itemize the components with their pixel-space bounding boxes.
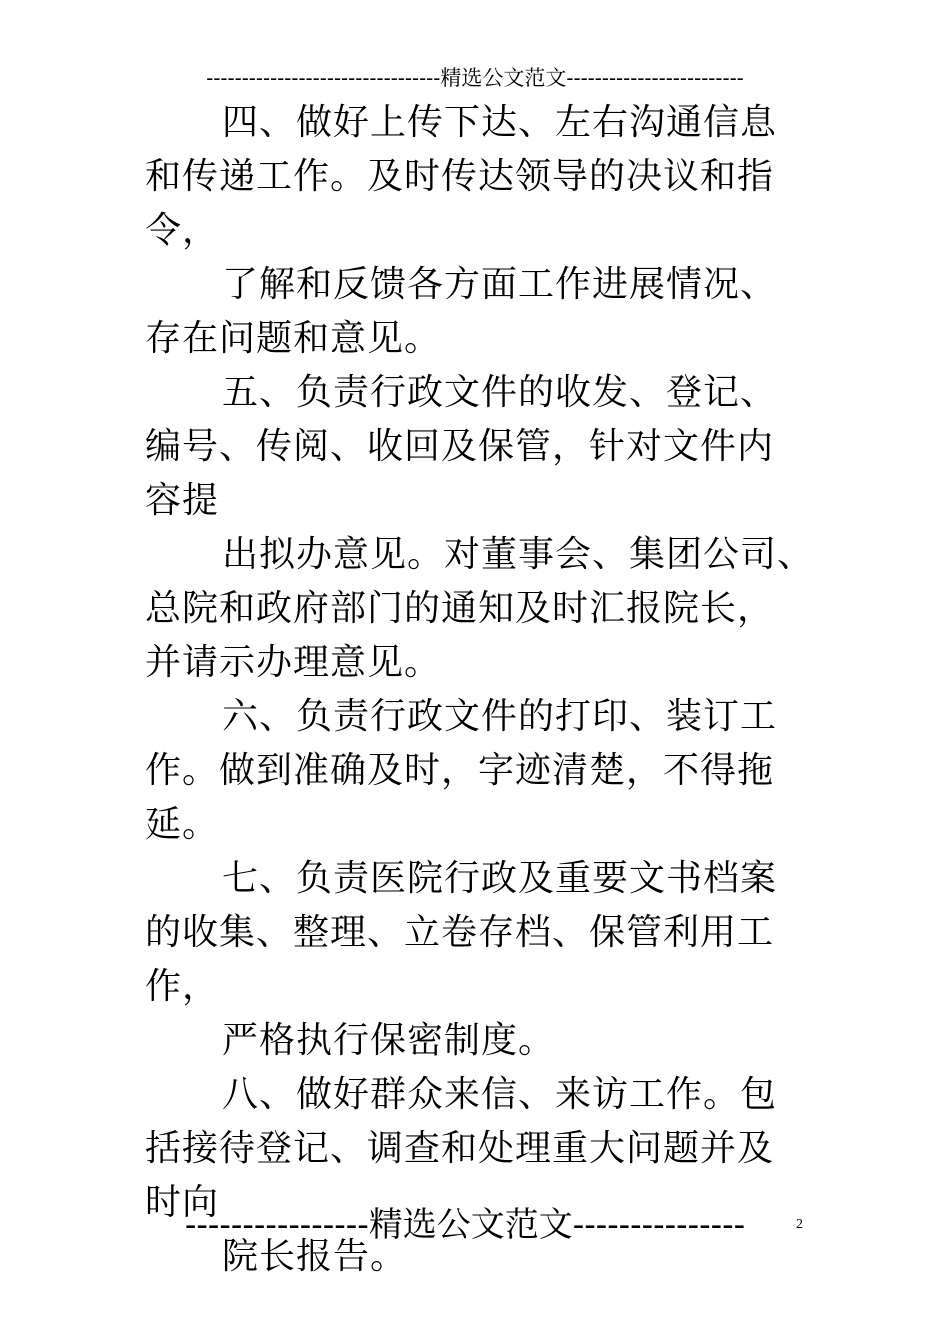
text-line: 出拟办意见。对董事会、集团公司、 [222,534,815,575]
text-line: 五、负责行政文件的收发、登记、 [222,372,778,413]
text-line: 括接待登记、调查和处理重大问题并及 [145,1128,775,1169]
text-line: 七、负责医院行政及重要文书档案 [222,858,778,899]
text-line: 的收集、整理、立卷存档、保管利用工 [145,912,775,953]
text-line: 延。 [145,804,220,845]
page-footer: ----------------精选公文范文--------------- [184,1205,746,1245]
text-line: 作， [145,966,220,1007]
text-line: 令， [145,210,220,251]
text-line: 严格执行保密制度。 [222,1020,556,1061]
text-line: 存在问题和意见。 [145,318,442,359]
text-line: 了解和反馈各方面工作进展情况、 [222,264,778,305]
text-line: 时向 [145,1182,220,1223]
text-line: 六、负责行政文件的打印、装订工 [222,696,778,737]
page-number: 2 [796,1217,803,1232]
text-line: 容提 [145,480,220,521]
text-line: 院长报告。 [222,1236,408,1277]
text-line: 编号、传阅、收回及保管，针对文件内 [145,426,775,467]
text-line: 八、做好群众来信、来访工作。包 [222,1074,778,1115]
text-line: 作。做到准确及时，字迹清楚，不得拖 [145,750,775,791]
page-header: ---------------------------------精选公文范文------------------------- [206,66,744,90]
text-line: 和传递工作。及时传达领导的决议和指 [145,156,775,197]
text-line: 四、做好上传下达、左右沟通信息 [222,102,778,143]
text-line: 总院和政府部门的通知及时汇报院长， [145,588,775,629]
body-text [145,96,813,1284]
text-line: 并请示办理意见。 [145,642,442,683]
